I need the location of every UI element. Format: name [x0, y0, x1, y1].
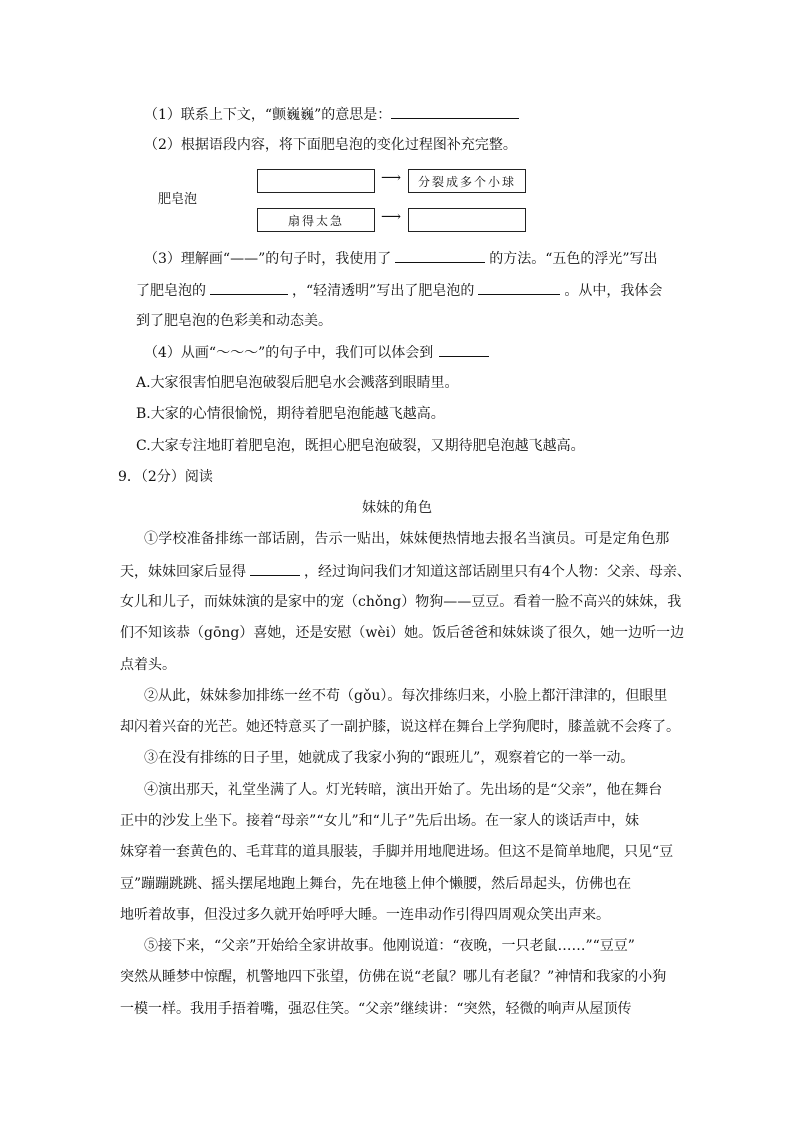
p1-text-a: 天，妹妹回家后显得 — [120, 564, 246, 580]
passage-title: 妹妹的角色 — [362, 500, 432, 516]
q4-text: （4）从画“～～～”的句子中，我们可以体会到 — [144, 345, 434, 361]
q3-text-e: 。从中，我体会 — [564, 283, 663, 299]
q3-text-d: ，“轻清透明”写出了肥皂泡的 — [292, 283, 475, 299]
p5-line-3: 一模一样。我用手捂着嘴，强忍住笑。“父亲”继续讲：“突然，轻微的响声从屋顶传 — [120, 1001, 632, 1017]
p5-line-2: 突然从睡梦中惊醒，机警地四下张望，仿佛在说“老鼠？哪儿有老鼠？”神情和我家的小狗 — [120, 969, 667, 985]
p1-line-5: 点着头。 — [120, 657, 176, 673]
p1-line-3: 女儿和儿子，而妹妹演的是家中的宠（chǒng）物狗——豆豆。看着一脸不高兴的妹妹，我 — [120, 594, 682, 610]
q3-text-c: 了肥皂泡的 — [136, 283, 206, 299]
p4-line-3: 妹穿着一套黄色的、毛茸茸的道具服装，手脚并用地爬进场。但这不是简单地爬，只见“豆 — [120, 844, 674, 860]
arrow-icon: ⟶ — [381, 170, 402, 186]
p4-line-4: 豆”蹦蹦跳跳、摇头摆尾地跑上舞台，先在地毯上伸个懒腰，然后昂起头，仿佛也在 — [120, 876, 632, 892]
diagram-box-blank-2[interactable] — [408, 208, 526, 232]
arrow-icon: ⟶ — [381, 209, 402, 225]
question-1 — [144, 104, 519, 125]
question-4 — [144, 342, 489, 363]
answer-blank[interactable] — [395, 248, 485, 263]
diagram-box-fan: 扇得太急 — [257, 208, 375, 232]
question-2 — [144, 135, 517, 155]
p1-text-b: ，经过询问我们才知道这部话剧里只有4个人物：父亲、母亲、 — [304, 564, 691, 580]
answer-blank[interactable] — [391, 104, 519, 119]
q3-text-b: 的方法。“五色的浮光”写出 — [489, 251, 658, 267]
option-c[interactable]: C.大家专注地盯着肥皂泡，既担心肥皂泡破裂，又期待肥皂泡越飞越高。 — [136, 438, 585, 454]
option-a[interactable]: A.大家很害怕肥皂泡破裂后肥皂水会溅落到眼睛里。 — [136, 375, 459, 391]
p4-line-2: 正中的沙发上坐下。接着“母亲”“女儿”和“儿子”先后出场。在一家人的谈话声中，妹 — [120, 813, 639, 829]
question-2-text: （2）根据语段内容，将下面肥皂泡的变化过程图补充完整。 — [144, 137, 517, 153]
p2-line-2: 却闪着兴奋的光芒。她还特意买了一副护膝，说这样在舞台上学狗爬时，膝盖就不会疼了。 — [120, 719, 680, 735]
q3-text-a: （3）理解画“——”的句子时，我使用了 — [144, 251, 392, 267]
question-3-line-3: 到了肥皂泡的色彩美和动态美。 — [136, 313, 332, 329]
p4-line-1: ④演出那天，礼堂坐满了人。灯光转暗，演出开始了。先出场的是“父亲”，他在舞台 — [144, 782, 663, 798]
question-1-text: （1）联系上下文，“颤巍巍”的意思是： — [144, 107, 392, 123]
answer-blank[interactable] — [478, 280, 560, 295]
p5-line-1: ⑤接下来，“父亲”开始给全家讲故事。他刚说道：“夜晚，一只老鼠……”“豆豆” — [144, 938, 635, 954]
question-9: 9．（2分）阅读 — [118, 469, 213, 485]
diagram-box-blank-1[interactable] — [257, 169, 375, 193]
answer-blank[interactable] — [250, 561, 300, 576]
diagram-label: 肥皂泡 — [158, 192, 198, 207]
p2-line-1: ②从此，妹妹参加排练一丝不苟（gǒu）。每次排练归来，小脸上都汗津津的，但眼里 — [144, 688, 668, 704]
option-b[interactable]: B.大家的心情很愉悦，期待着肥皂泡能越飞越高。 — [136, 406, 445, 422]
p1-line-1: ①学校准备排练一部话剧，告示一贴出，妹妹便热情地去报名当演员。可是定角色那 — [144, 531, 670, 547]
p1-line-2 — [120, 561, 691, 582]
question-3-line-1 — [144, 248, 658, 269]
p4-line-5: 地听着故事，但没过多久就开始呼呼大睡。一连串动作引得四周观众笑出声来。 — [120, 907, 610, 923]
answer-blank[interactable] — [210, 280, 288, 295]
p3-line-1: ③在没有排练的日子里，她就成了我家小狗的“跟班儿”，观察着它的一举一动。 — [144, 750, 635, 766]
answer-blank[interactable] — [439, 342, 489, 357]
p1-line-4: 们不知该恭（gōng）喜她，还是安慰（wèi）她。饭后爸爸和妹妹谈了很久，她一边听一边 — [120, 625, 685, 641]
diagram-box-split: 分裂成多个小球 — [408, 169, 526, 193]
question-3-line-2 — [136, 280, 662, 301]
